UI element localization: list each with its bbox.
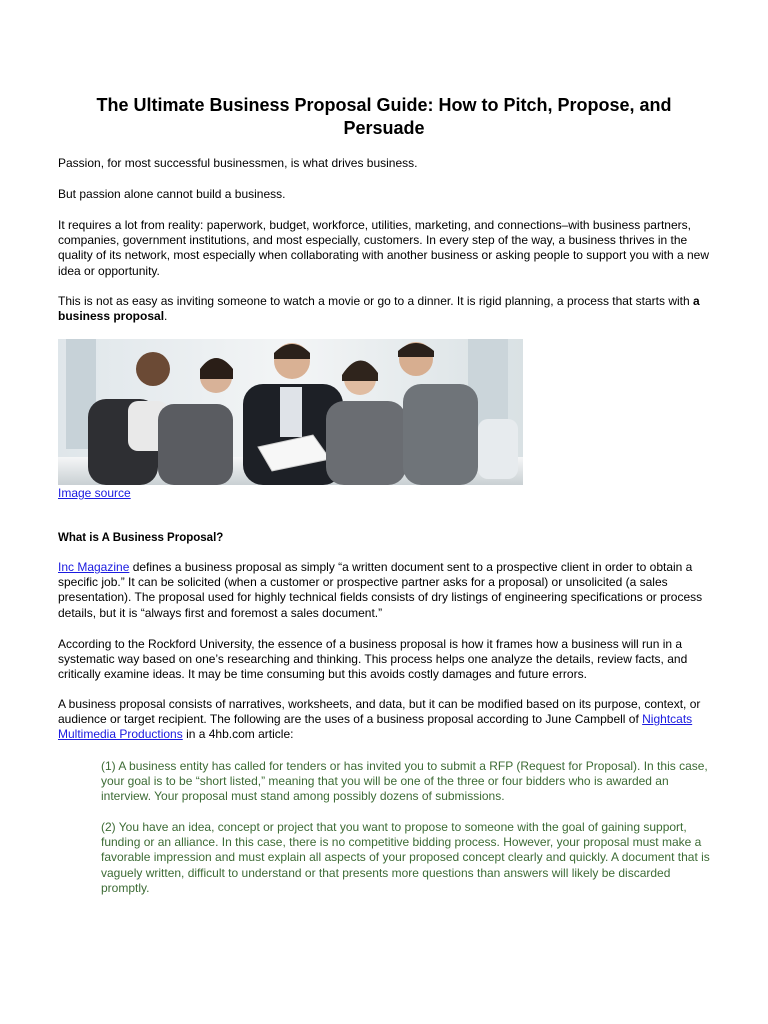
intro-p4-text: This is not as easy as inviting someone to watch a movie or go to a dinner. It is rigid planning, a process that starts with	[58, 294, 693, 308]
document-title: The Ultimate Business Proposal Guide: How to Pitch, Propose, and Persuade	[96, 95, 672, 138]
inc-magazine-link[interactable]: Inc Magazine	[58, 560, 130, 574]
intro-paragraph-3: It requires a lot from reality: paperwork, budget, workforce, utilities, marketing, and connections–with business partners, companies, government institutions, and most especially, customers. In every step of the way, a business thrives in the quality of its network, most especially when collaborating with another business or asking people to support you with a new idea or opportunity.	[58, 218, 710, 278]
intro-paragraph-2: But passion alone cannot build a business.	[58, 187, 286, 201]
section-paragraph-2: According to the Rockford University, the essence of a business proposal is how it frames how a business will run in a systematic way based on one’s researching and thinking. This process helps one analyze the details, review facts, and critically examine ideas. It may be time consuming but this avoids costly damages and future errors.	[58, 637, 688, 682]
section-p3-end: in a 4hb.com article:	[182, 727, 294, 742]
nightcats-link[interactable]: Nightcats Multimedia Productions	[58, 712, 693, 742]
section-p1-text: defines a business proposal as simply “a written document sent to a prospective client in order to obtain a specific job.” It can be solicited (when a customer or prospective partner asks for a proposal) or unsolicited (a sales presentation). The proposal used for highly technical fields consists of dry listings of engineering specifications or process details, but it is “always first and foremost a sales document.”	[58, 560, 703, 620]
section-heading: What is A Business Proposal?	[58, 532, 224, 544]
quote-1: (1) A business entity has called for tenders or has invited you to submit a RFP (Request for Proposal). In this case, your goal is to be “short listed,” meaning that you will be one of the three or four bidders who is awarded an interview. Your proposal must stand among possibly dozens of submissions.	[101, 759, 708, 804]
intro-paragraph-1: Passion, for most successful businessmen, is what drives business.	[58, 156, 418, 170]
intro-paragraph-4	[58, 294, 710, 324]
image-source-link[interactable]: Image source	[58, 486, 131, 500]
intro-p4-end: .	[164, 309, 168, 324]
section-paragraph-1	[58, 560, 710, 621]
section-paragraph-3	[58, 697, 710, 743]
intro-p4-bold: a business proposal	[58, 294, 700, 324]
quote-2: (2) You have an idea, concept or project that you want to propose to someone with the goal of gaining support, funding or an alliance. In this case, there is no competitive bidding process. However, your proposal must make a favorable impression and must explain all aspects of your proposed concept clearly and quickly. A document that is vaguely written, difficult to understand or that presents more questions than answers will likely be discarded promptly.	[101, 820, 710, 895]
business-meeting-photo	[58, 339, 523, 485]
section-p3-text: A business proposal consists of narratives, worksheets, and data, but it can be modified based on its purpose, context, or audience or target recipient. The following are the uses of a business proposal according to June Campbell of	[58, 697, 701, 727]
